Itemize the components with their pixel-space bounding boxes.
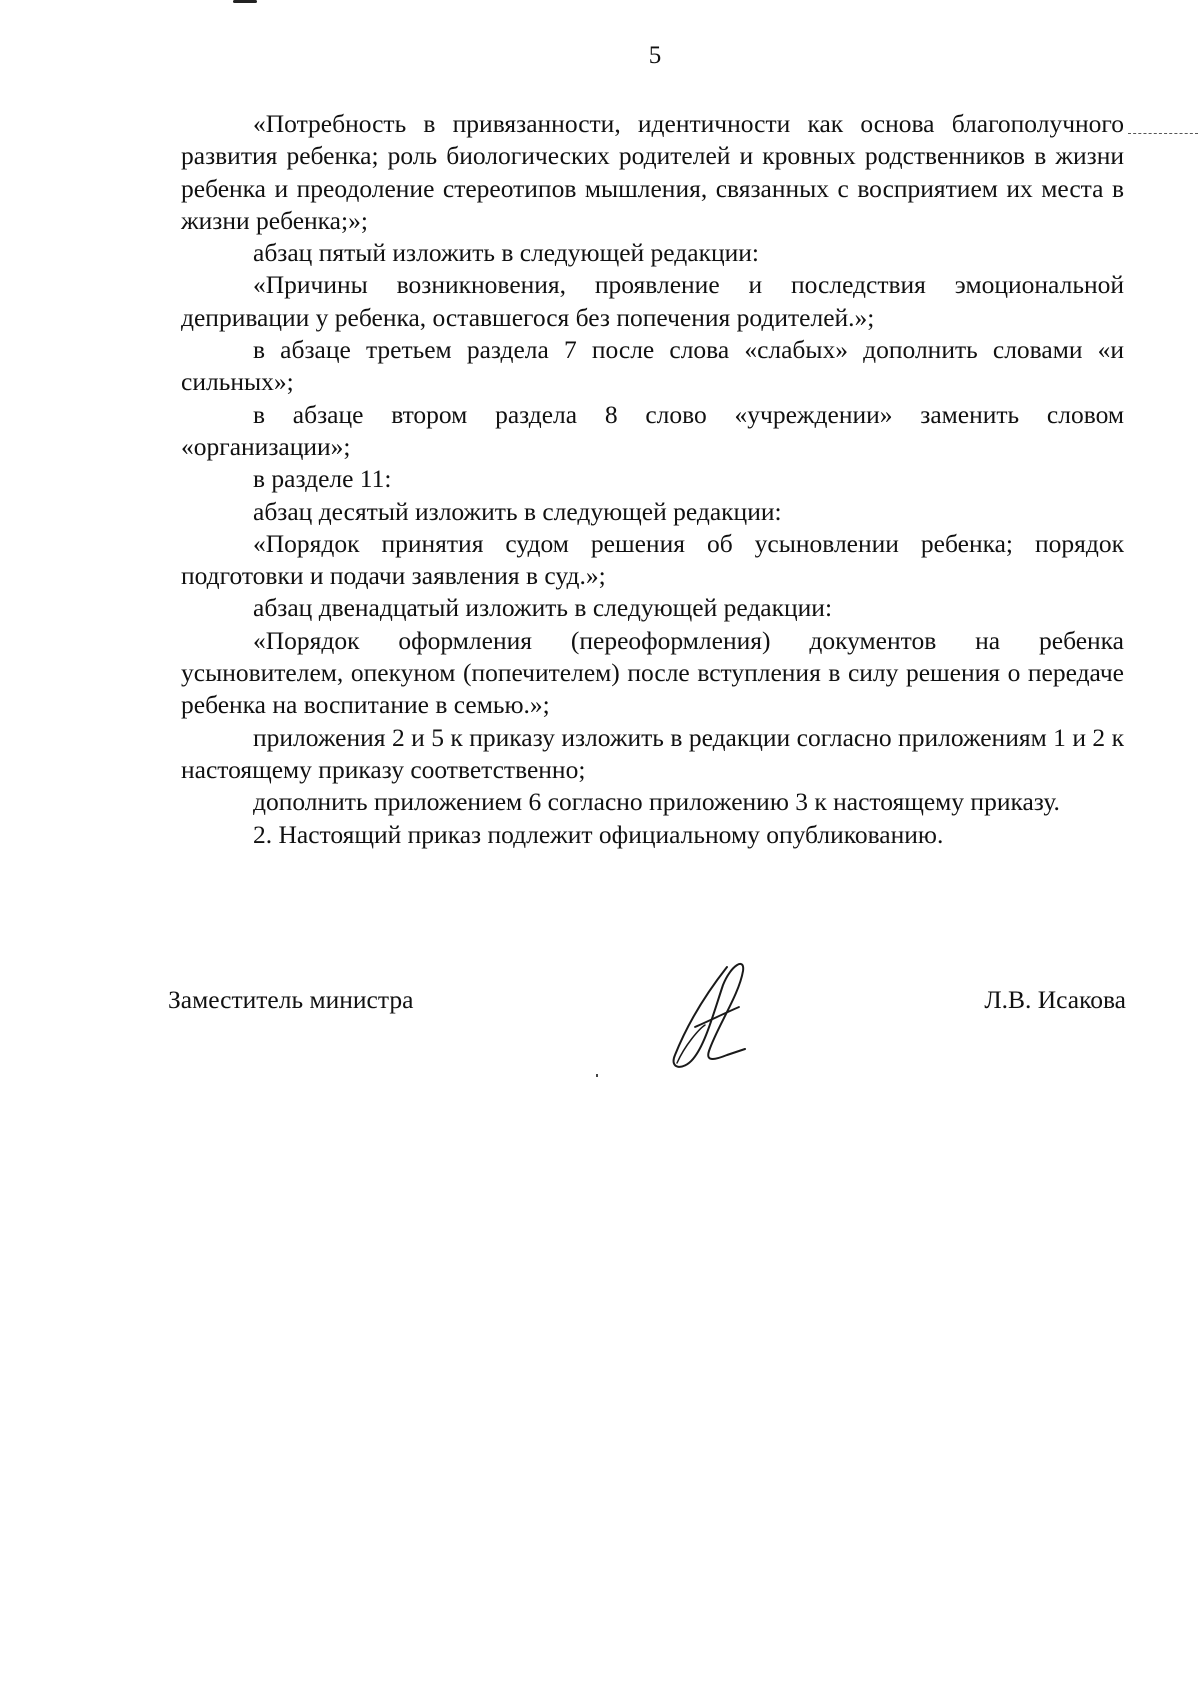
paragraph-appendix-6: дополнить приложением 6 согласно приложению 3 к настоящему приказу. — [253, 787, 1060, 817]
scan-artifact-top — [233, 0, 257, 3]
signer-position: Заместитель министра — [168, 985, 414, 1014]
handwritten-signature-icon — [665, 955, 775, 1075]
paragraph-quote-deprivation: «Причины возникновения, проявление и последствия эмоциональной депривации у ребенка, оставшегося без попечения родителей.»; — [181, 270, 1124, 332]
paragraph-instruction-twelfth: абзац двенадцатый изложить в следующей редакции: — [253, 593, 833, 623]
paragraph-section-7: в абзаце третьем раздела 7 после слова «слабых» дополнить словами «и сильных»; — [181, 335, 1124, 397]
paragraph-quote-documents: «Порядок оформления (переоформления) документов на ребенка усыновителем, опекуном (попечителем) после вступления в силу решения о передаче ребенка на воспитание в семью.»; — [181, 625, 1124, 720]
document-body — [181, 108, 1124, 851]
page-number: 5 — [648, 42, 662, 69]
signature-block — [168, 984, 1126, 1024]
paragraph-appendices: приложения 2 и 5 к приказу изложить в редакции согласно приложениям 1 и 2 к настоящему приказу соответственно; — [181, 722, 1124, 784]
signer-name: Л.В. Исакова — [984, 985, 1126, 1014]
paragraph-publication: 2. Настоящий приказ подлежит официальному опубликованию. — [253, 819, 944, 849]
paragraph-instruction-fifth: абзац пятый изложить в следующей редакции: — [253, 238, 759, 268]
paragraph-section-11: в разделе 11: — [253, 464, 392, 494]
paragraph-quote-attachment: «Потребность в привязанности, идентичности как основа благополучного развития ребенка; роль биологических родителей и кровных родственников в жизни ребенка и преодоление стереотипов мышления, связанных с восприятием их места в жизни ребенка;»; — [181, 109, 1124, 235]
paragraph-section-8: в абзаце втором раздела 8 слово «учреждении» заменить словом «организации»; — [181, 399, 1124, 461]
scan-artifact-dot — [596, 1074, 598, 1077]
paragraph-quote-court: «Порядок принятия судом решения об усыновлении ребенка; порядок подготовки и подачи заявления в суд.»; — [181, 528, 1124, 591]
scan-artifact-dash — [1128, 133, 1198, 134]
paragraph-instruction-tenth: абзац десятый изложить в следующей редакции: — [253, 496, 782, 526]
